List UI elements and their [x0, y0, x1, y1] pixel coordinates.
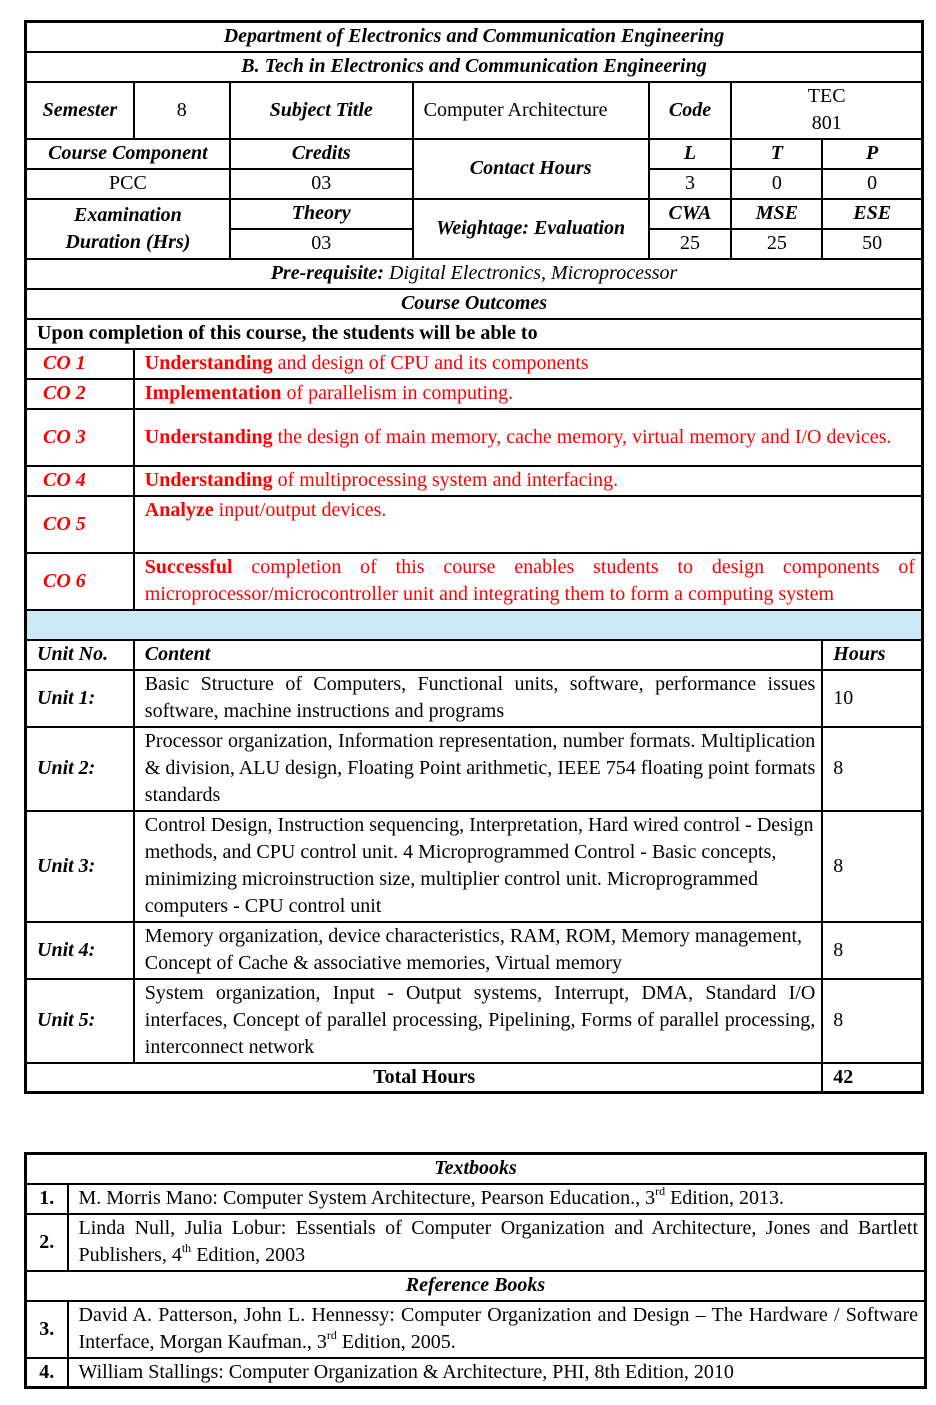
outcome-text [134, 409, 923, 466]
unit-hours: 8 [822, 979, 922, 1063]
unit-label: Unit 1: [26, 670, 134, 727]
exam-duration-label-line2: Duration (Hrs) [65, 230, 191, 253]
department-title: Department of Electronics and Communication Engineering [26, 22, 923, 52]
t-label: T [731, 139, 822, 169]
mse-label: MSE [731, 199, 822, 229]
unit-hours: 8 [822, 811, 922, 922]
code-value [731, 82, 922, 139]
outcome-rest: input/output devices. [213, 498, 387, 521]
outcome-code: CO 1 [26, 349, 134, 379]
reference-books-title: Reference Books [26, 1271, 926, 1301]
outcome-verb: Successful [144, 556, 233, 578]
theory-label: Theory [230, 199, 413, 229]
book-text-end: Edition, 2003 [191, 1244, 306, 1266]
outcome-verb: Analyze [144, 498, 214, 521]
outcome-text [134, 349, 923, 379]
book-row [26, 1184, 926, 1214]
outcome-code: CO 2 [26, 379, 134, 409]
t-value: 0 [731, 169, 822, 199]
textbooks-title: Textbooks [26, 1154, 926, 1184]
outcome-rest: of multiprocessing system and interfacing. [272, 469, 619, 491]
book-ordinal: th [181, 1241, 192, 1256]
unit-row [26, 670, 923, 727]
syllabus-table [24, 20, 924, 1094]
unit-content: System organization, Input - Output systems, Interrupt, DMA, Standard I/O interfaces, Concept of parallel processing, Pipelining, Forms of parallel processing, interconnect network [134, 979, 823, 1063]
unit-header: Unit No. [26, 640, 134, 670]
books-table [24, 1152, 927, 1389]
book-citation [68, 1184, 926, 1214]
unit-hours: 8 [822, 922, 922, 979]
book-ordinal: rd [326, 1328, 337, 1343]
outcome-code: CO 6 [26, 553, 134, 610]
book-citation [68, 1214, 926, 1271]
program-title: B. Tech in Electronics and Communication Engineering [26, 52, 923, 82]
outcome-verb: Implementation [144, 382, 282, 404]
course-component-label: Course Component [26, 139, 230, 169]
outcome-verb: Understanding [144, 469, 273, 491]
weightage-label: Weightage: Evaluation [413, 199, 649, 259]
outcome-text [134, 466, 923, 496]
book-row [26, 1358, 926, 1388]
outcome-code: CO 3 [26, 409, 134, 466]
unit-content: Processor organization, Information representation, number formats. Multiplication & division, ALU design, Floating Point arithmetic, IEEE 754 floating point formats standards [134, 727, 823, 811]
outcome-row [26, 496, 923, 553]
book-text: William Stallings: Computer Organization & Architecture, PHI, 8th Edition, 2010 [78, 1360, 734, 1383]
semester-value: 8 [134, 82, 230, 139]
outcome-text [134, 553, 923, 610]
exam-duration-label [26, 199, 230, 259]
book-number: 2. [26, 1214, 68, 1271]
code-value-line1: TEC [807, 85, 846, 107]
book-citation [68, 1301, 926, 1358]
credits-value: 03 [230, 169, 413, 199]
outcome-row [26, 379, 923, 409]
semester-label: Semester [26, 82, 134, 139]
section-divider [26, 610, 923, 640]
book-text-end: Edition, 2005. [336, 1331, 456, 1353]
book-citation [68, 1358, 926, 1388]
outcome-verb: Understanding [144, 352, 273, 374]
p-value: 0 [822, 169, 922, 199]
book-text-end: Edition, 2013. [665, 1187, 784, 1209]
code-value-line2: 801 [811, 112, 842, 134]
outcome-rest: completion of this course enables students to design components of microprocessor/microcontroller unit and integrating them to form a computing system [144, 556, 915, 605]
book-ordinal: rd [655, 1184, 666, 1199]
outcome-row [26, 349, 923, 379]
exam-duration-label-line1: Examination [73, 203, 182, 226]
unit-hours: 10 [822, 670, 922, 727]
book-row [26, 1214, 926, 1271]
cwa-value: 25 [649, 229, 732, 259]
book-number: 4. [26, 1358, 68, 1388]
p-label: P [822, 139, 922, 169]
contact-hours-label: Contact Hours [413, 139, 649, 199]
cwa-label: CWA [649, 199, 732, 229]
ese-value: 50 [822, 229, 922, 259]
subject-title-value: Computer Architecture [413, 82, 649, 139]
unit-row [26, 727, 923, 811]
book-text: David A. Patterson, John L. Hennessy: Computer Organization and Design – The Hardware / Software Interface, Morgan Kaufman., 3 [78, 1304, 919, 1353]
outcome-code: CO 4 [26, 466, 134, 496]
outcome-text [134, 496, 923, 553]
l-value: 3 [649, 169, 732, 199]
unit-content: Memory organization, device characteristics, RAM, ROM, Memory management, Concept of Cache & associative memories, Virtual memory [134, 922, 823, 979]
outcome-rest: and design of CPU and its components [272, 352, 589, 374]
outcome-text [134, 379, 923, 409]
l-label: L [649, 139, 732, 169]
total-hours-label: Total Hours [26, 1063, 823, 1093]
outcome-row [26, 409, 923, 466]
subject-title-label: Subject Title [230, 82, 413, 139]
unit-hours: 8 [822, 727, 922, 811]
outcome-code: CO 5 [26, 496, 134, 553]
outcome-rest: the design of main memory, cache memory, virtual memory and I/O devices. [272, 425, 892, 448]
content-header: Content [134, 640, 823, 670]
prerequisite-row [26, 259, 923, 289]
credits-label: Credits [230, 139, 413, 169]
book-number: 3. [26, 1301, 68, 1358]
unit-label: Unit 5: [26, 979, 134, 1063]
unit-content: Control Design, Instruction sequencing, Interpretation, Hard wired control - Design methods, and CPU control unit. 4 Microprogrammed Control - Basic concepts, minimizing microinstruction size, multiplier control unit. Microprogrammed computers - CPU control unit [134, 811, 823, 922]
theory-value: 03 [230, 229, 413, 259]
total-hours-value: 42 [822, 1063, 922, 1093]
unit-row [26, 979, 923, 1063]
code-label: Code [649, 82, 732, 139]
unit-label: Unit 4: [26, 922, 134, 979]
unit-row [26, 922, 923, 979]
prerequisite-value: Digital Electronics, Microprocessor [384, 262, 678, 284]
unit-content: Basic Structure of Computers, Functional units, software, performance issues software, machine instructions and programs [134, 670, 823, 727]
mse-value: 25 [731, 229, 822, 259]
prerequisite-label: Pre-requisite: [270, 262, 384, 284]
book-row [26, 1301, 926, 1358]
unit-label: Unit 3: [26, 811, 134, 922]
course-component-value: PCC [26, 169, 230, 199]
ese-label: ESE [822, 199, 922, 229]
book-text: Linda Null, Julia Lobur: Essentials of Computer Organization and Architecture, Jones and Bartlett Publishers, 4 [78, 1217, 919, 1266]
unit-label: Unit 2: [26, 727, 134, 811]
course-outcomes-title: Course Outcomes [26, 289, 923, 319]
unit-row [26, 811, 923, 922]
book-number: 1. [26, 1184, 68, 1214]
outcome-row [26, 553, 923, 610]
outcome-verb: Understanding [144, 425, 273, 448]
outcome-rest: of parallelism in computing. [281, 382, 514, 404]
outcomes-intro: Upon completion of this course, the students will be able to [26, 319, 923, 349]
hours-header: Hours [822, 640, 922, 670]
outcome-row [26, 466, 923, 496]
book-text: M. Morris Mano: Computer System Architecture, Pearson Education., 3 [78, 1187, 656, 1209]
